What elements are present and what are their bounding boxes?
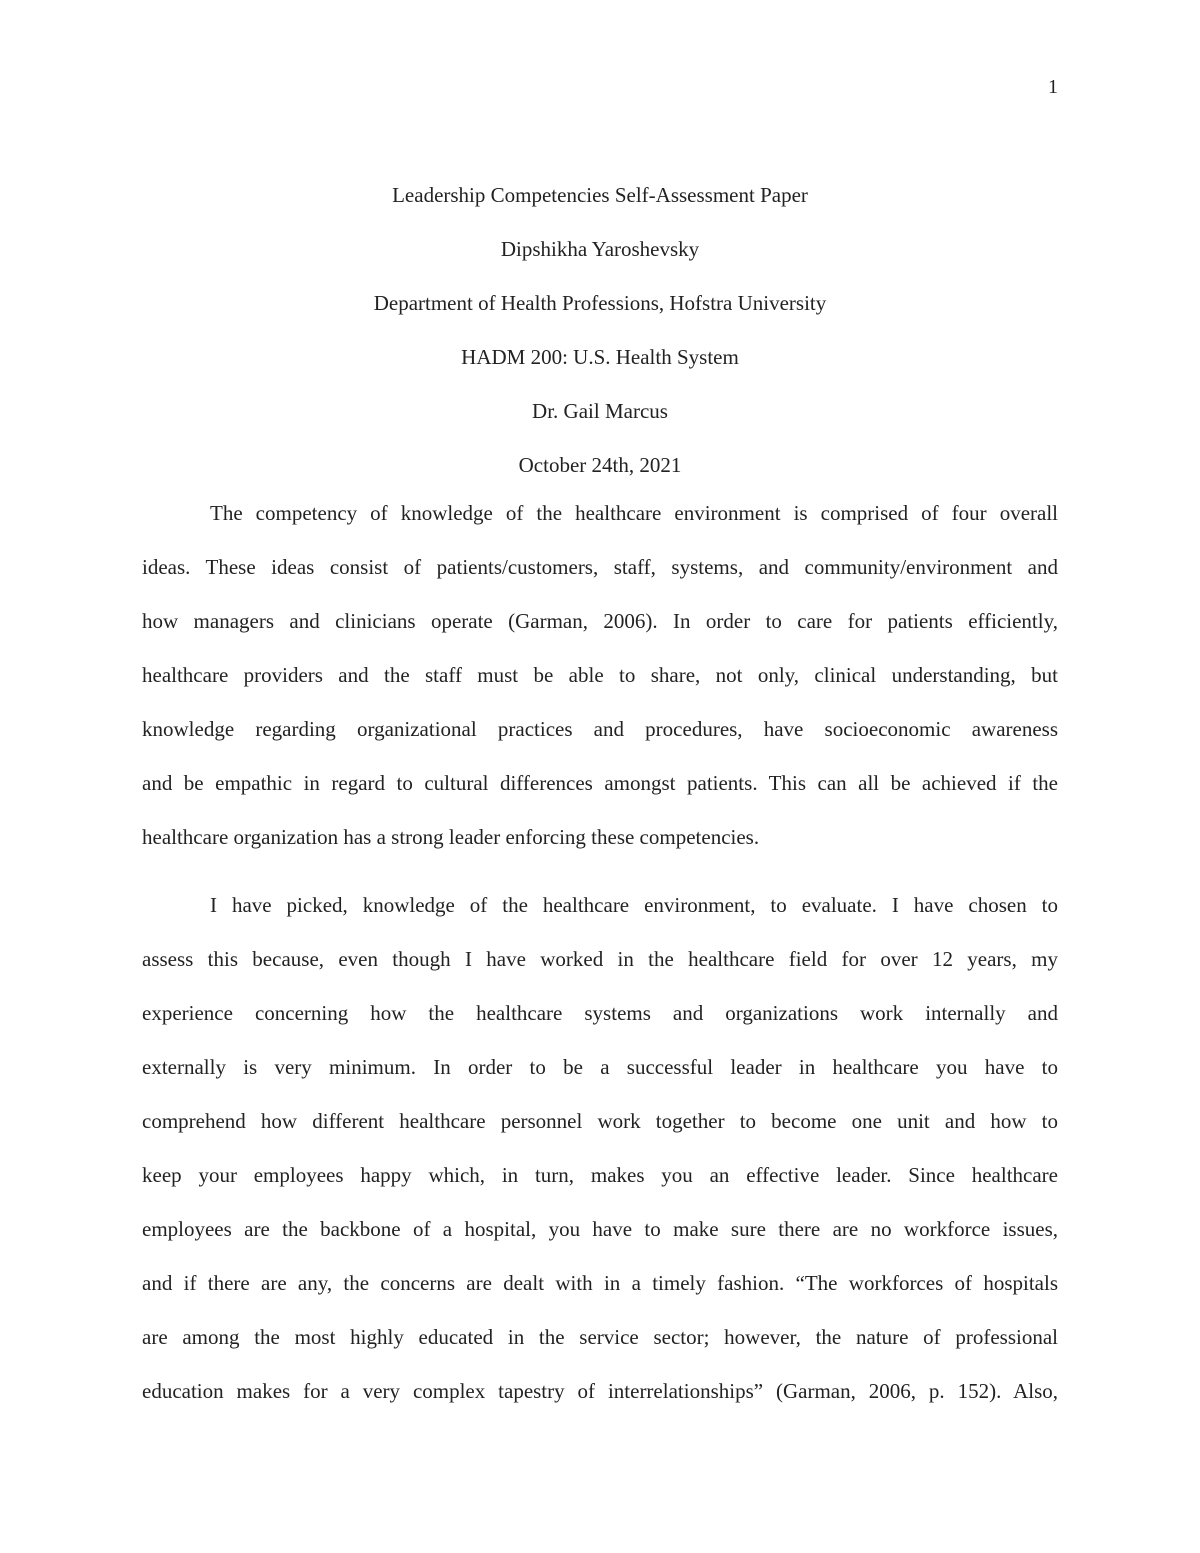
paragraph-line: comprehend how different healthcare personnel work together to become one unit and how to [142,1109,1058,1133]
paragraph-line: The competency of knowledge of the healthcare environment is comprised of four overall [210,501,1058,525]
paragraph-line: employees are the backbone of a hospital, you have to make sure there are no workforce issues, [142,1217,1058,1241]
course-name: HADM 200: U.S. Health System [461,345,739,369]
paragraph-line: keep your employees happy which, in turn, makes you an effective leader. Since healthcare [142,1163,1058,1187]
page-number: 1 [1048,76,1058,98]
paragraph-line: how managers and clinicians operate (Garman, 2006). In order to care for patients efficiently, [142,609,1058,633]
author-affiliation: Department of Health Professions, Hofstra University [373,291,827,315]
paragraph-line: experience concerning how the healthcare systems and organizations work internally and [142,1001,1058,1025]
author-name: Dipshikha Yaroshevsky [500,237,700,261]
paragraph-line: are among the most highly educated in the service sector; however, the nature of professional [142,1325,1058,1349]
paragraph-line: healthcare organization has a strong leader enforcing these competencies. [142,825,760,849]
paragraph-line: education makes for a very complex tapestry of interrelationships” (Garman, 2006, p. 152). Also, [142,1379,1058,1403]
paragraph-line: and be empathic in regard to cultural differences amongst patients. This can all be achieved if the [142,771,1058,795]
submission-date: October 24th, 2021 [518,453,682,477]
body-paragraph-2 [142,878,1058,1418]
paragraph-line: externally is very minimum. In order to be a successful leader in healthcare you have to [142,1055,1058,1079]
paragraph-line: ideas. These ideas consist of patients/customers, staff, systems, and community/environment and [142,555,1058,579]
paragraph-line: I have picked, knowledge of the healthcare environment, to evaluate. I have chosen to [210,893,1058,917]
instructor-name: Dr. Gail Marcus [532,399,668,423]
paragraph-line: knowledge regarding organizational practices and procedures, have socioeconomic awareness [142,717,1058,741]
paper-title: Leadership Competencies Self-Assessment Paper [392,183,808,207]
paragraph-line: and if there are any, the concerns are dealt with in a timely fashion. “The workforces of hospitals [142,1271,1058,1295]
body-paragraph-1 [142,486,1058,864]
paragraph-line: assess this because, even though I have worked in the healthcare field for over 12 years, my [142,947,1058,971]
paragraph-line: healthcare providers and the staff must be able to share, not only, clinical understanding, but [142,663,1058,687]
title-block [0,168,1200,492]
